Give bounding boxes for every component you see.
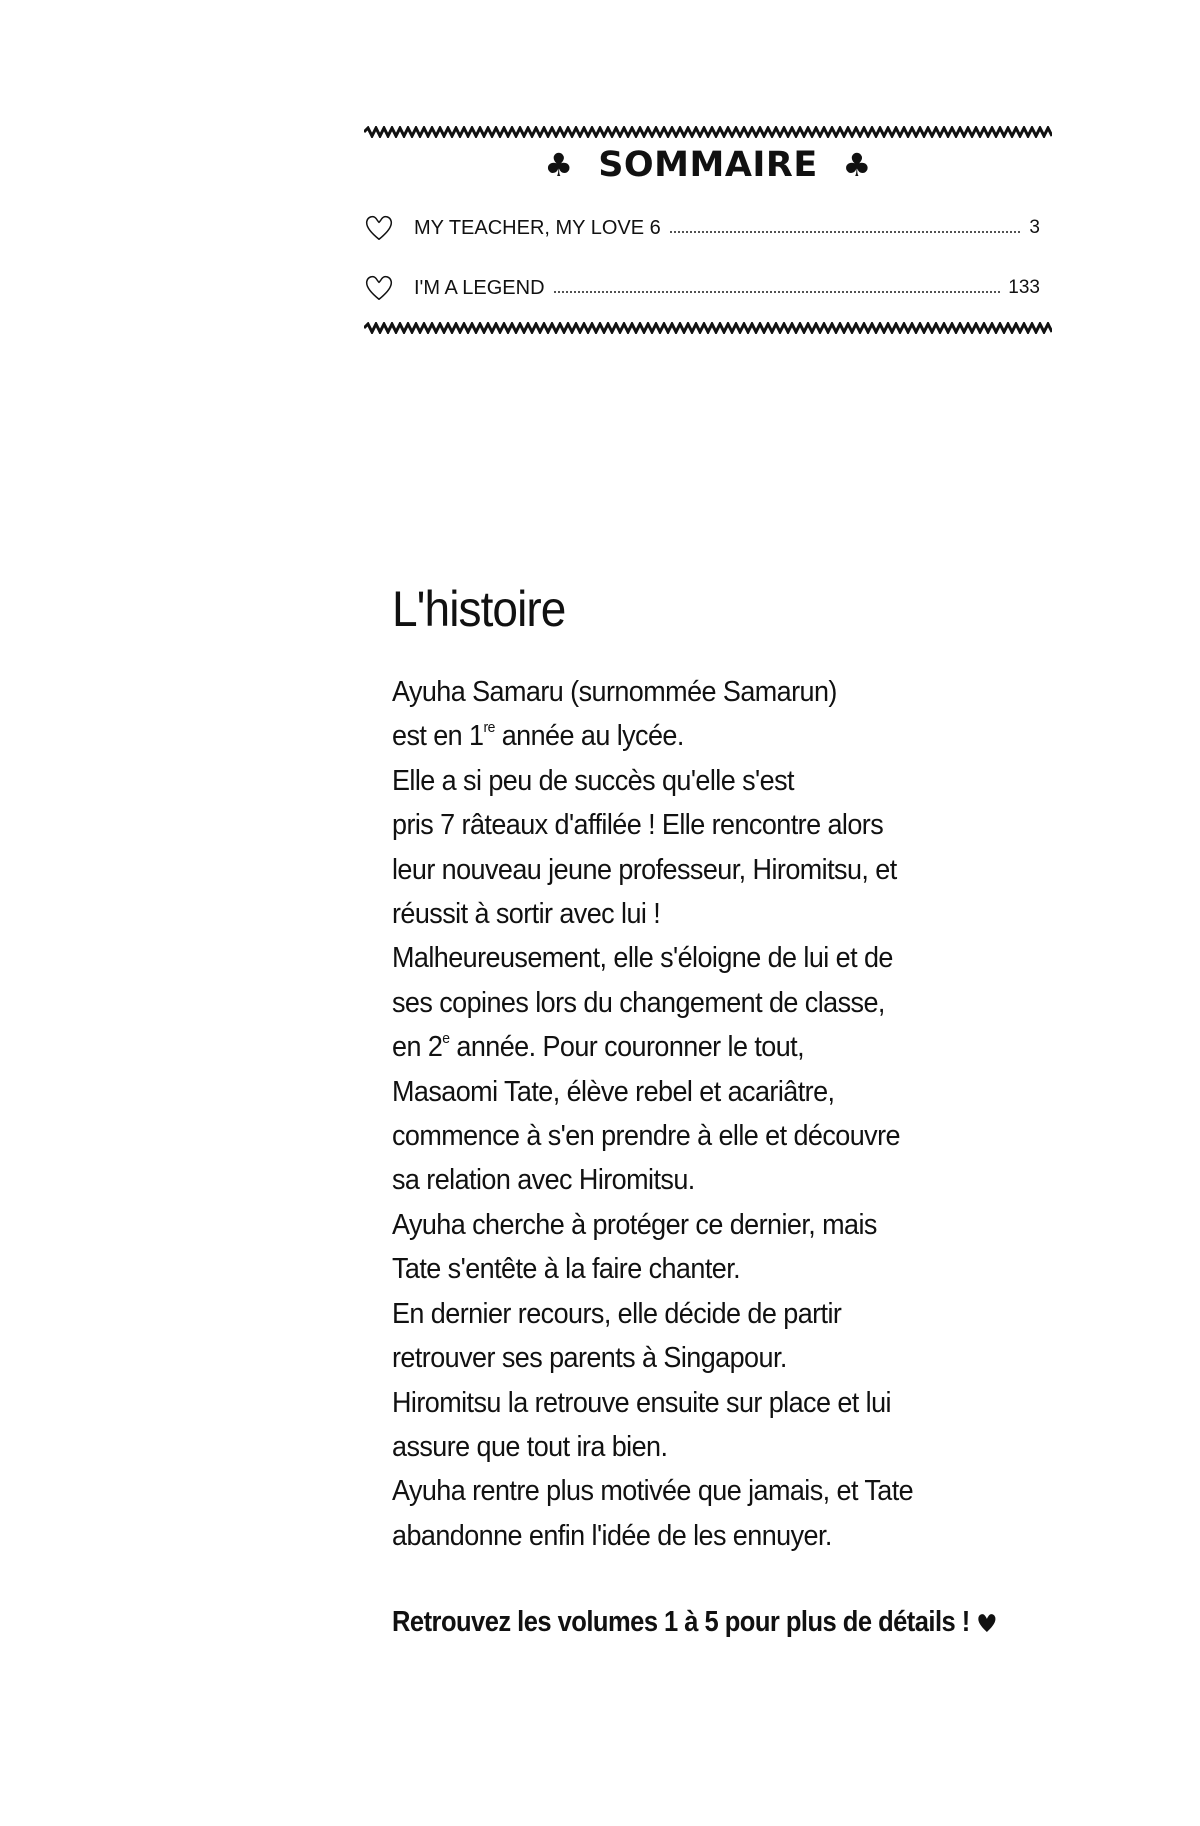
toc-entry-label: MY TEACHER, MY LOVE 6 — [414, 216, 661, 239]
heart-outline-icon — [364, 273, 394, 303]
ordinal-superscript: e — [442, 1030, 450, 1048]
story-line: assure que tout ira bien. — [392, 1430, 668, 1463]
toc-entry[interactable] — [364, 268, 1040, 308]
story-line: commence à s'en prendre à elle et découvre — [392, 1120, 900, 1153]
story-line — [392, 714, 987, 758]
wavy-border-bottom — [364, 322, 1052, 334]
table-of-contents — [364, 126, 1052, 336]
ordinal-superscript: re — [483, 719, 495, 737]
dot-leader — [669, 230, 1022, 234]
story-line: Tate s'entête à la faire chanter. — [392, 1253, 741, 1286]
story-line-text: est en 1 — [392, 720, 484, 753]
club-icon-right: ♣ — [842, 146, 872, 184]
story-line: En dernier recours, elle décide de partir — [392, 1297, 842, 1330]
story-body — [392, 670, 987, 1558]
toc-entry[interactable] — [364, 208, 1040, 248]
story-line: Elle a si peu de succès qu'elle s'est — [392, 764, 794, 797]
story-line: abandonne enfin l'idée de les ennuyer. — [392, 1519, 832, 1552]
toc-entry-page: 3 — [1029, 217, 1040, 238]
story-line: réussit à sortir avec lui ! — [392, 898, 661, 931]
story-line: pris 7 râteaux d'affilée ! Elle rencontre alors — [392, 809, 884, 842]
footer-text: Retrouvez les volumes 1 à 5 pour plus de détails ! — [392, 1606, 970, 1638]
wavy-border-top — [364, 126, 1052, 138]
dot-leader — [553, 290, 1001, 294]
story-line: Malheureusement, elle s'éloigne de lui et de — [392, 942, 893, 975]
story-line: Masaomi Tate, élève rebel et acariâtre, — [392, 1075, 835, 1108]
story-title: L'histoire — [392, 581, 566, 637]
story-line: sa relation avec Hiromitsu. — [392, 1164, 695, 1197]
story-line — [392, 1025, 987, 1069]
footer-note — [392, 1606, 996, 1639]
toc-title: SOMMAIRE — [598, 145, 818, 185]
story-line-text: en 2 — [392, 1031, 443, 1064]
story-line-text: année. Pour couronner le tout, — [449, 1031, 805, 1064]
story-line: leur nouveau jeune professeur, Hiromitsu, et — [392, 853, 897, 886]
club-icon-left: ♣ — [544, 146, 574, 184]
heart-filled-icon — [977, 1612, 996, 1634]
heart-outline-icon — [364, 213, 394, 243]
story-line: Ayuha rentre plus motivée que jamais, et Tate — [392, 1475, 914, 1508]
story-line: ses copines lors du changement de classe, — [392, 986, 885, 1019]
story-line-text: année au lycée. — [494, 720, 684, 753]
story-line: Hiromitsu la retrouve ensuite sur place et lui — [392, 1386, 891, 1419]
toc-heading — [364, 144, 1052, 186]
story-line: Ayuha cherche à protéger ce dernier, mais — [392, 1208, 877, 1241]
toc-entry-label: I'M A LEGEND — [414, 276, 545, 299]
toc-entry-page: 133 — [1008, 277, 1040, 298]
story-line: retrouver ses parents à Singapour. — [392, 1342, 787, 1375]
story-line: Ayuha Samaru (surnommée Samarun) — [392, 676, 837, 708]
